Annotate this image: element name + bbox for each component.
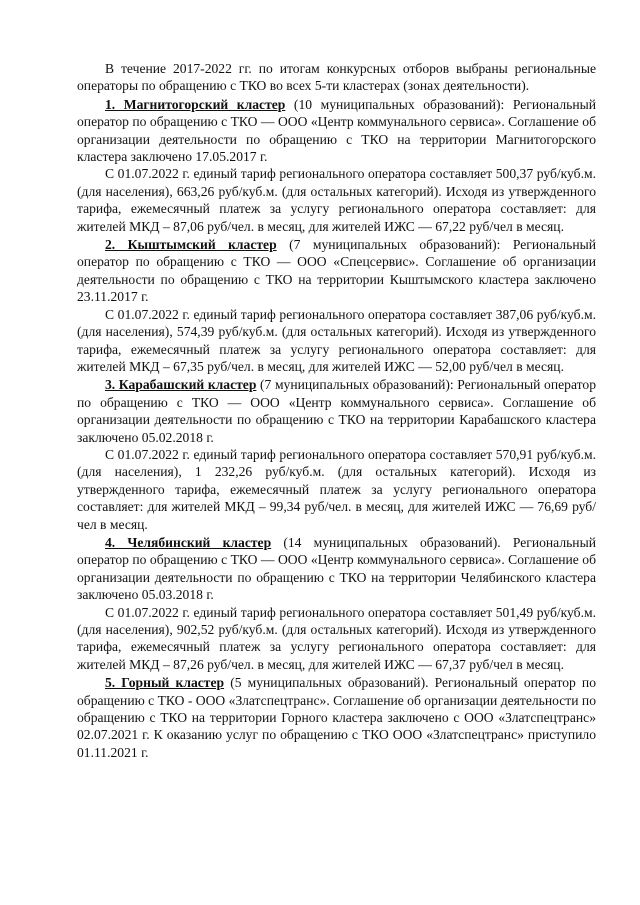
intro-paragraph: В течение 2017-2022 гг. по итогам конкурсных отборов выбраны региональные операторы по обращению с ТКО во всех 5-ти кластерах (зонах деятельности). <box>77 61 596 94</box>
cluster-4-paragraph <box>77 534 596 604</box>
cluster-2-title: 2. Кыштымский кластер <box>105 237 277 253</box>
cluster-3-title: 3. Карабашский кластер <box>105 377 257 393</box>
cluster-3-paragraph <box>77 376 596 446</box>
cluster-1-paragraph <box>77 96 596 166</box>
cluster-3-tariff: С 01.07.2022 г. единый тариф регионального оператора составляет 570,91 руб/куб.м. (для населения), 1 232,26 руб/куб.м. (для остальных категорий). Исходя из утвержденного тарифа, ежемесячный платеж за услугу регионального оператора составляет: для жителей МКД – 99,34 руб/чел. в месяц, для жителей ИЖС — 76,69 руб/чел в месяц. <box>77 446 596 532</box>
cluster-4-description: (14 муниципальных образований). Региональный оператор по обращению с ТКО — ООО «Центр коммунального сервиса». Соглашение об организации деятельности по обращению с ТКО на территории Челябинского кластера заключено 05.03.2018 г. <box>77 534 596 603</box>
cluster-1-description: (10 муниципальных образований): Региональный оператор по обращению с ТКО — ООО «Центр коммунального сервиса». Соглашение об организации деятельности по обращению с ТКО на территории Магнитогорского кластера заключено 17.05.2017 г. <box>77 96 596 165</box>
cluster-3-description: (7 муниципальных образований): Региональный оператор по обращению с ТКО — ООО «Центр коммунального сервиса». Соглашение об организации деятельности по обращению с ТКО на территории Карабашского кластера заключено 05.02.2018 г. <box>77 377 596 445</box>
cluster-2-paragraph <box>77 236 596 306</box>
cluster-4-tariff: С 01.07.2022 г. единый тариф регионального оператора составляет 501,49 руб/куб.м. (для населения), 902,52 руб/куб.м. (для остальных категорий). Исходя из утвержденного тарифа, ежемесячный платеж за услугу регионального оператора составляет: для жителей МКД – 87,26 руб/чел. в месяц, для жителей ИЖС — 67,37 руб/чел в месяц. <box>77 604 596 672</box>
cluster-2-tariff: С 01.07.2022 г. единый тариф регионального оператора составляет 387,06 руб/куб.м. (для населения), 574,39 руб/куб.м. (для остальных категорий). Исходя из утвержденного тарифа, ежемесячный платеж за услугу регионального оператора составляет: для жителей МКД – 67,35 руб/чел. в месяц, для жителей ИЖС — 52,00 руб/чел в месяц. <box>77 306 596 374</box>
cluster-2-description: (7 муниципальных образований): Региональный оператор по обращению с ТКО — ООО «Спецсервис». Соглашение об организации деятельности по обращению с ТКО на территории Кыштымского кластера заключено 23.11.2017 г. <box>77 237 596 305</box>
cluster-4-title: 4. Челябинский кластер <box>105 534 272 550</box>
cluster-1-title: 1. Магнитогорский кластер <box>105 96 286 112</box>
cluster-5-description: (5 муниципальных образований). Региональный оператор по обращению с ТКО - ООО «Златспецтранс». Соглашение об организации деятельности по обращению с ТКО на территории Горного кластера заключено с ООО «Златспецтранс» 02.07.2021 г. К оказанию услуг по обращению с ТКО ООО «Златспецтранс» приступило 01.11.2021 г. <box>77 675 596 760</box>
cluster-1-tariff: С 01.07.2022 г. единый тариф регионального оператора составляет 500,37 руб/куб.м. (для населения), 663,26 руб/куб.м. (для остальных категорий). Исходя из утвержденного тарифа, ежемесячный платеж за услугу регионального оператора составляет: для жителей МКД – 87,06 руб/чел. в месяц, для жителей ИЖС — 67,22 руб/чел в месяц. <box>77 166 596 234</box>
document-page <box>77 60 596 761</box>
cluster-5-title: 5. Горный кластер <box>105 675 225 691</box>
cluster-5-paragraph <box>77 674 596 761</box>
